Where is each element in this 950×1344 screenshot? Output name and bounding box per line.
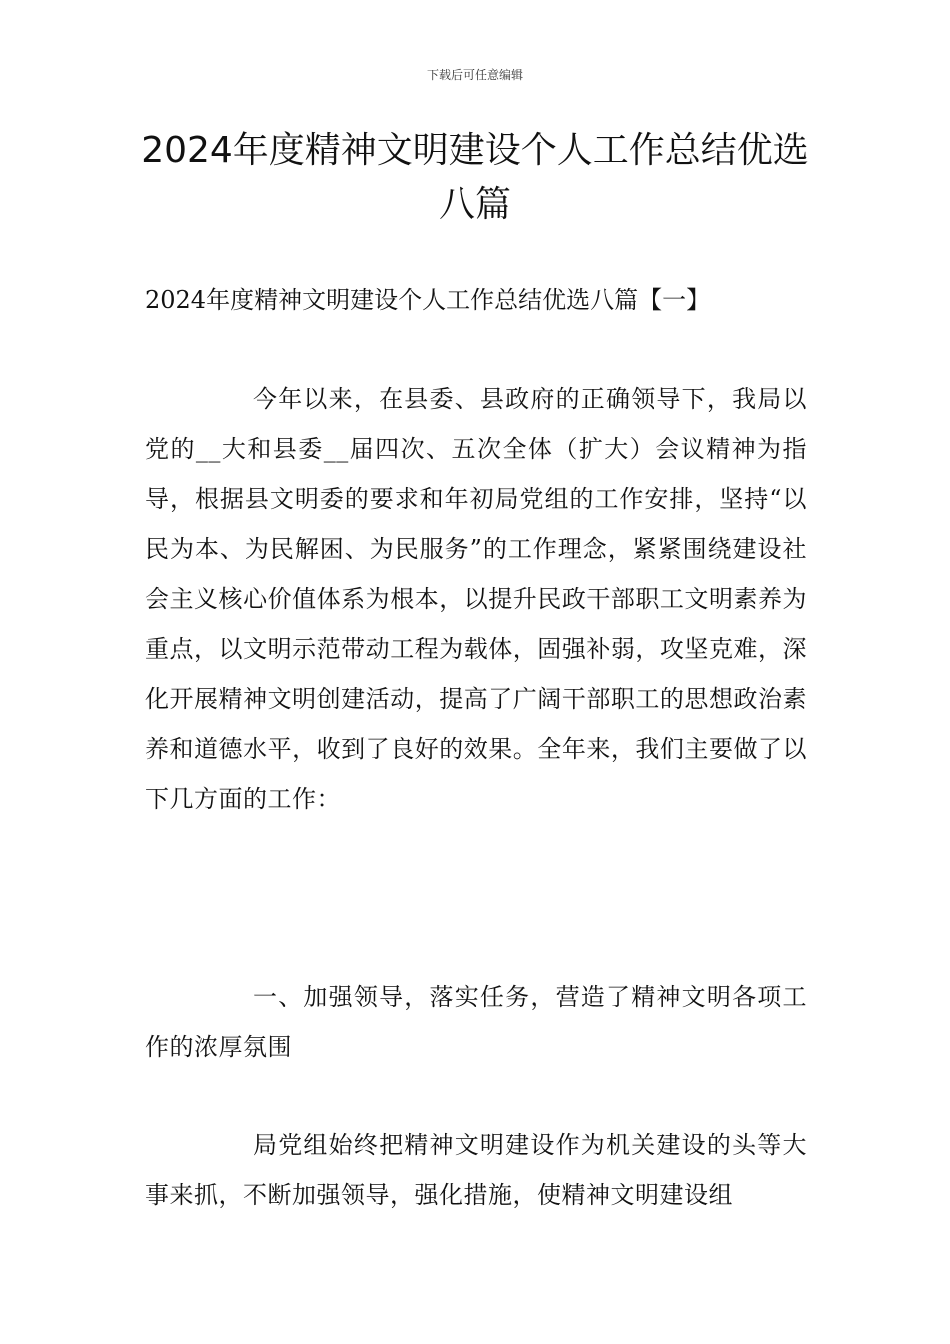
header-note: 下载后可任意编辑 <box>426 68 523 82</box>
paragraph-body: 局党组始终把精神文明建设作为机关建设的头等大事来抓，不断加强领导，强化措施，使精神文明建设组 <box>145 1131 807 1209</box>
section-heading: 2024年度精神文明建设个人工作总结优选八篇【一】 <box>145 286 711 314</box>
paragraph-intro: 今年以来，在县委、县政府的正确领导下，我局以党的__大和县委__届四次、五次全体（扩大）会议精神为指导，根据县文明委的要求和年初局党组的工作安排，坚持“以民为本、为民解困、为民服务”的工作理念，紧紧围绕建设社会主义核心价值体系为根本，以提升民政干部职工文明素养为重点，以文明示范带动工程为载体，固强补弱，攻坚克难，深化开展精神文明创建活动，提高了广阔干部职工的思想政治素养和道德水平，收到了良好的效果。全年来，我们主要做了以下几方面的工作： <box>145 385 807 813</box>
document-title: 2024年度精神文明建设个人工作总结优选八篇 <box>141 130 809 225</box>
paragraph-subheading: 一、加强领导，落实任务，营造了精神文明各项工作的浓厚氛围 <box>145 983 807 1061</box>
